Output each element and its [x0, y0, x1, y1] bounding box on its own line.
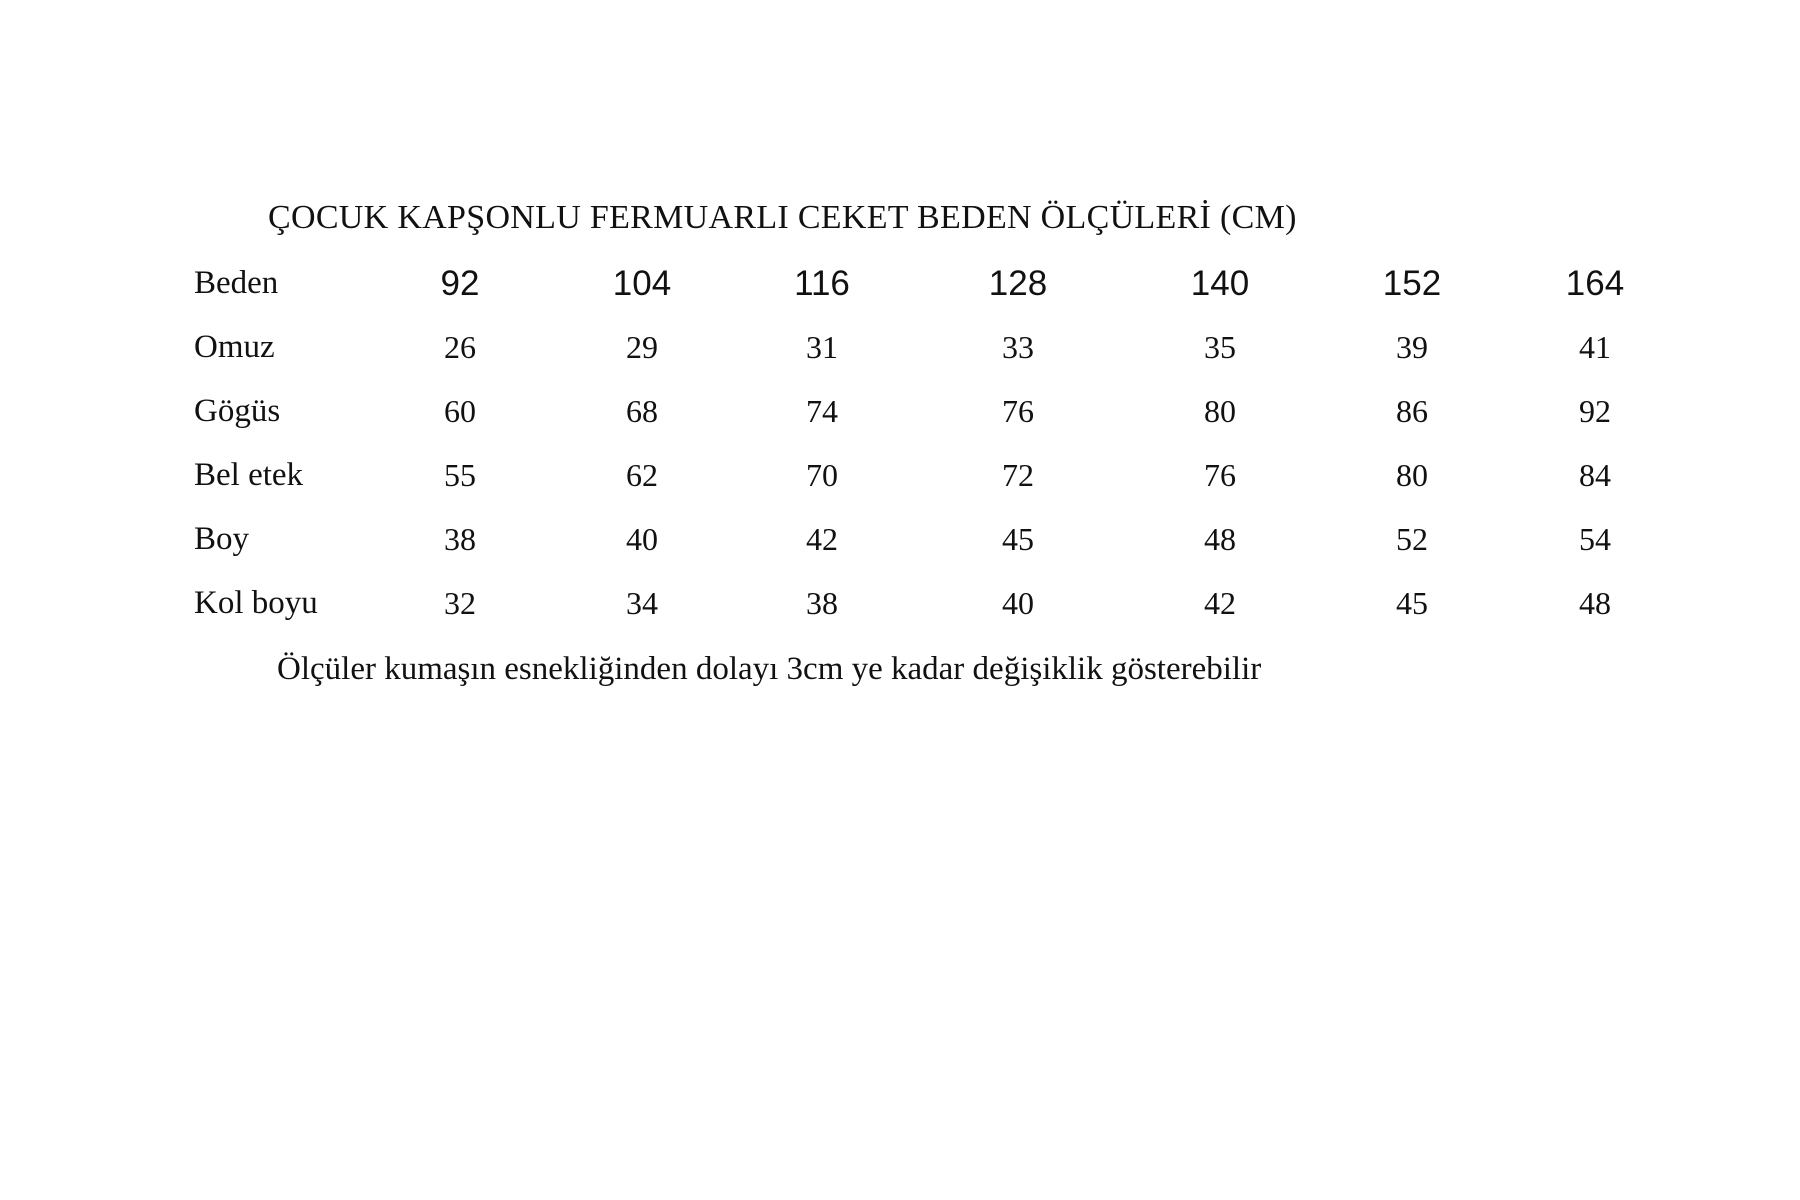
table-cell: 92	[1579, 393, 1611, 429]
size-cell: 140	[1190, 264, 1250, 303]
table-cell: 80	[1396, 457, 1428, 493]
table-cell: 72	[1002, 457, 1034, 493]
size-table	[194, 255, 1664, 639]
table-row	[194, 447, 1664, 511]
table-cell: 31	[806, 329, 838, 365]
row-label: Beden	[194, 265, 279, 301]
table-cell: 40	[626, 521, 658, 557]
row-label: Boy	[194, 521, 250, 557]
table-cell: 48	[1204, 521, 1236, 557]
size-cell: 152	[1382, 264, 1442, 303]
table-cell: 86	[1396, 393, 1428, 429]
table-cell: 68	[626, 393, 658, 429]
table-cell: 45	[1396, 585, 1428, 621]
table-row	[194, 511, 1664, 575]
table-cell: 54	[1579, 521, 1611, 557]
table-cell: 35	[1204, 329, 1236, 365]
table-cell: 62	[626, 457, 658, 493]
table-row	[194, 383, 1664, 447]
size-cell: 164	[1565, 264, 1625, 303]
table-cell: 48	[1579, 585, 1611, 621]
size-cell: 104	[612, 264, 672, 303]
table-cell: 45	[1002, 521, 1034, 557]
table-cell: 55	[444, 457, 476, 493]
size-cell: 92	[440, 264, 480, 303]
table-cell: 76	[1204, 457, 1236, 493]
row-label: Omuz	[194, 329, 275, 365]
size-chart-title: ÇOCUK KAPŞONLU FERMUARLI CEKET BEDEN ÖLÇÜLERİ (CM)	[268, 199, 1297, 236]
table-cell: 70	[806, 457, 838, 493]
size-cell: 116	[794, 264, 850, 303]
table-header-row	[194, 255, 1664, 319]
table-cell: 34	[626, 585, 658, 621]
table-cell: 42	[806, 521, 838, 557]
table-cell: 42	[1204, 585, 1236, 621]
table-cell: 29	[626, 329, 658, 365]
table-cell: 41	[1579, 329, 1611, 365]
table-row	[194, 575, 1664, 639]
row-label: Gögüs	[194, 393, 281, 429]
table-cell: 40	[1002, 585, 1034, 621]
table-cell: 52	[1396, 521, 1428, 557]
table-cell: 26	[444, 329, 476, 365]
size-cell: 128	[988, 264, 1048, 303]
table-cell: 39	[1396, 329, 1428, 365]
table-cell: 38	[444, 521, 476, 557]
table-cell: 60	[444, 393, 476, 429]
table-cell: 38	[806, 585, 838, 621]
table-cell: 32	[444, 585, 476, 621]
table-cell: 80	[1204, 393, 1236, 429]
row-label: Kol boyu	[194, 585, 318, 621]
measurement-note: Ölçüler kumaşın esnekliğinden dolayı 3cm ye kadar değişiklik gösterebilir	[277, 651, 1262, 687]
table-cell: 84	[1579, 457, 1611, 493]
table-cell: 76	[1002, 393, 1034, 429]
table-cell: 74	[806, 393, 838, 429]
row-label: Bel etek	[194, 457, 304, 493]
table-row	[194, 319, 1664, 383]
table-cell: 33	[1002, 329, 1034, 365]
